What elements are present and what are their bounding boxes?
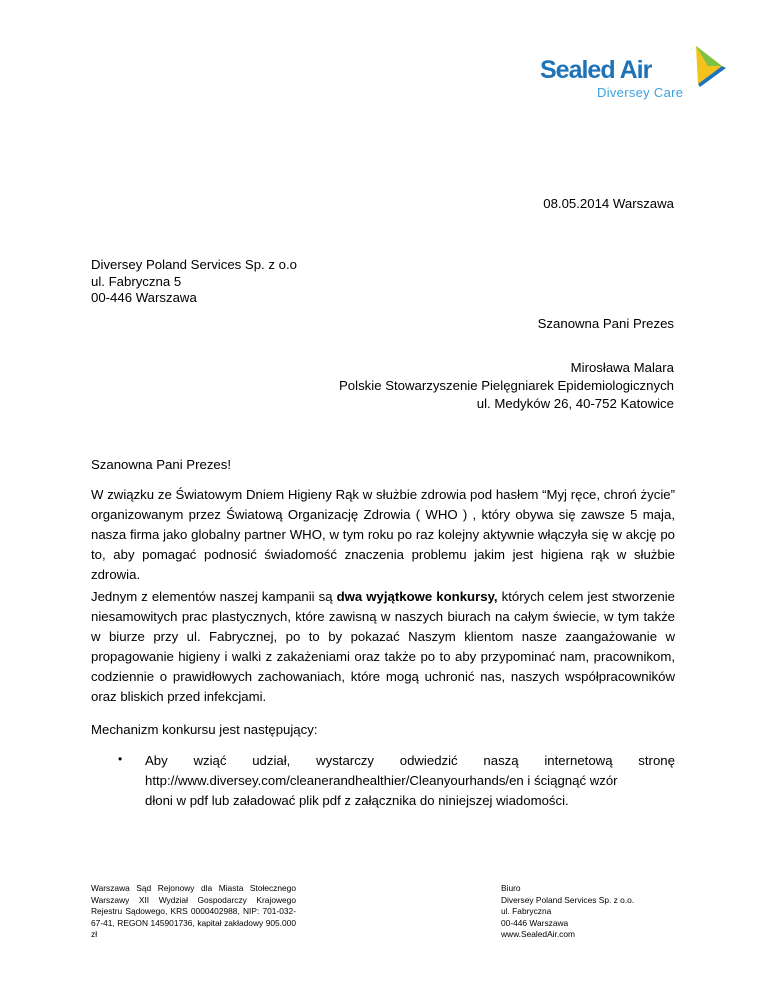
recipient-name: Mirosława Malara	[570, 360, 674, 375]
letter-greeting: Szanowna Pani Prezes!	[91, 457, 232, 472]
salutation-right: Szanowna Pani Prezes	[537, 316, 674, 331]
logo-brand-text: Sealed Air	[540, 56, 652, 84]
paragraph-intro: W związku ze Światowym Dniem Higieny Rąk w służbie zdrowia pod hasłem “Myj ręce, chroń życie” organizowanym przez Światową Organizację Zdrowia ( WHO ) , który obywa się zawsze 5 maja, nasza firma jako globalny partner WHO, w tym roku po raz kolejny aktywnie włączyła się w akcję po to, aby pomagać podnosić świadomość znaczenia problemu jakim jest higiena rąk w służbie zdrowia.	[91, 487, 675, 582]
bullet-word: wziąć	[193, 753, 227, 768]
bullet-word: wystarczy	[316, 753, 374, 768]
footer-website-link[interactable]: www.SealedAir.com	[501, 929, 576, 939]
bullet-word: odwiedzić	[399, 753, 458, 768]
footer-registration-info: Warszawa Sąd Rejonowy dla Miasta Stołecznego Warszawy XII Wydział Gospodarczy Krajowego Rejestru Sądowego, KRS 0000402988, NIP: 701-032-67-41, REGON 145901736, kapitał zakładowy 905.000 zł	[91, 883, 296, 939]
company-logo	[537, 44, 727, 110]
paragraph-contests	[91, 587, 675, 707]
bullet-item	[145, 751, 675, 811]
paragraph-contests-start: Jednym z elementów naszej kampanii są	[91, 589, 337, 604]
footer-company-name: Diversey Poland Services Sp. z o.o.	[501, 894, 635, 905]
recipient-street: ul. Medyków 26, 40-752 Katowice	[476, 396, 674, 411]
bullet-word: udział,	[252, 753, 291, 768]
footer-street: ul. Fabryczna	[501, 906, 552, 916]
sender-street: ul. Fabryczna 5	[91, 273, 182, 289]
bullet-line-1	[145, 751, 675, 771]
bullet-line-2: http://www.diversey.com/cleanerandhealthier/Cleanyourhands/en i ściągnąć wzór	[145, 773, 618, 788]
bullet-word: stronę	[638, 753, 675, 768]
bullet-word: Aby	[145, 753, 168, 768]
contests-highlight: dwa wyjątkowe konkursy,	[336, 589, 498, 604]
bullet-line-3: dłoni w pdf lub załadować plik pdf z załącznika do niniejszej wiadomości.	[145, 793, 569, 808]
sender-name: Diversey Poland Services Sp. z o.o	[91, 257, 297, 272]
footer-office-address	[501, 883, 634, 941]
sender-address	[91, 257, 297, 307]
mechanism-intro: Mechanizm konkursu jest następujący:	[91, 722, 318, 737]
paragraph-contests-end: których celem jest stworzenie niesamowitych prac plastycznych, które zawisną w naszych biurach na całym świecie, w tym także w biurze przy ul. Fabrycznej, po to by pokazać Naszym klientom nasze zaangażowanie w propagowanie higieny i walki z zakażeniami oraz także po to aby przypominać nam, pracownikom, codziennie o prawidłowych zachowaniach, które mogą uchronić nas, naszych współpracowników oraz bliskich przed infekcjami.	[91, 589, 675, 704]
bullet-word: internetową	[544, 753, 613, 768]
logo-subtitle: Diversey Care	[597, 85, 684, 100]
footer-city: 00-446 Warszawa	[501, 917, 569, 928]
sender-city: 00-446 Warszawa	[91, 290, 197, 305]
bullet-point-icon: •	[118, 752, 123, 766]
footer-office-label: Biuro	[501, 883, 521, 893]
bullet-word: naszą	[483, 753, 519, 768]
recipient-organization: Polskie Stowarzyszenie Pielęgniarek Epidemiologicznych	[339, 378, 674, 393]
recipient-address	[339, 359, 674, 413]
sail-logo-icon	[692, 44, 728, 88]
letter-date: 08.05.2014 Warszawa	[543, 196, 674, 211]
